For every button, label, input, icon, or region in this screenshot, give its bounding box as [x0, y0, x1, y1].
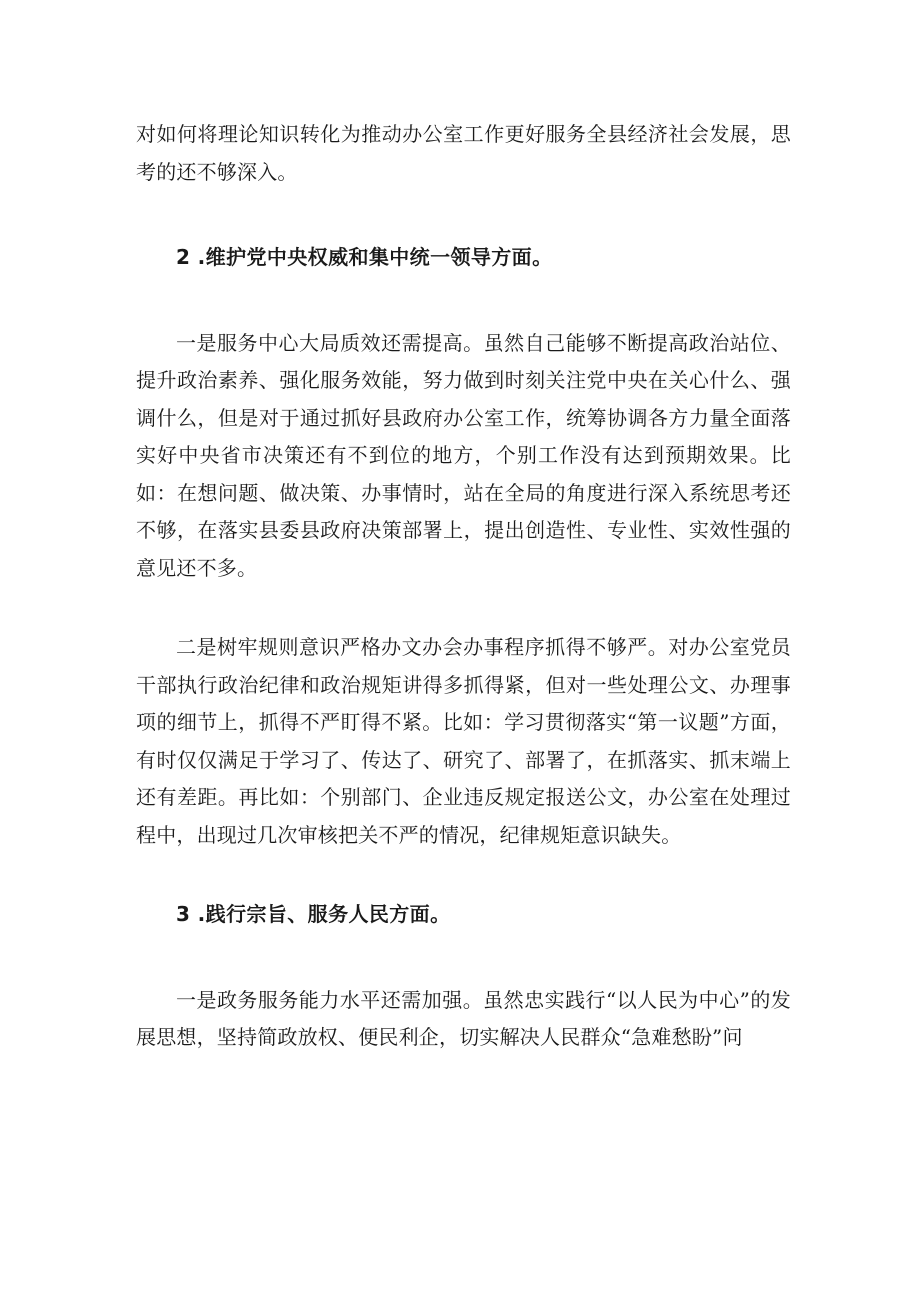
paragraph-service-center: 一是服务中心大局质效还需提高。虽然自己能够不断提高政治站位、提升政治素养、强化服务效能，努力做到时刻关注党中央在关心什么、强调什么，但是对于通过抓好县政府办公室工作，统筹协调各方力量全面落实好中央省市决策还有不到位的地方，个别工作没有达到预期效果。比如：在想问题、做决策、办事情时，站在全局的角度进行深入系统思考还不够，在落实县委县政府决策部署上，提出创造性、专业性、实效性强的意见还不多。 [136, 330, 791, 580]
paragraph-spacer [136, 277, 791, 325]
paragraph-spacer [136, 191, 791, 239]
section-heading-2: 2 .维护党中央权威和集中统一领导方面。 [176, 245, 553, 269]
section-heading-3: 3 .践行宗旨、服务人民方面。 [176, 902, 451, 926]
paragraph-spacer [136, 587, 791, 629]
paragraph-rules-awareness: 二是树牢规则意识严格办文办会办事程序抓得不够严。对办公室党员干部执行政治纪律和政治规矩讲得多抓得紧，但对一些处理公文、办理事项的细节上，抓得不严盯得不紧。比如：学习贯彻落实“第一议题”方面，有时仅仅满足于学习了、传达了、研究了、部署了，在抓落实、抓末端上还有差距。再比如：个别部门、企业违反规定报送公文，办公室在处理过程中，出现过几次审核把关不严的情况，纪律规矩意识缺失。 [136, 635, 791, 847]
paragraph-continuation: 对如何将理论知识转化为推动办公室工作更好服务全县经济社会发展，思考的还不够深入。 [136, 122, 791, 184]
paragraph-spacer [136, 934, 791, 982]
document-body [136, 116, 791, 1057]
paragraph-government-service: 一是政务服务能力水平还需加强。虽然忠实践行“以人民为中心”的发展思想，坚持简政放权、便民利企，切实解决人民群众“急难愁盼”问 [136, 987, 791, 1049]
paragraph-spacer [136, 854, 791, 896]
